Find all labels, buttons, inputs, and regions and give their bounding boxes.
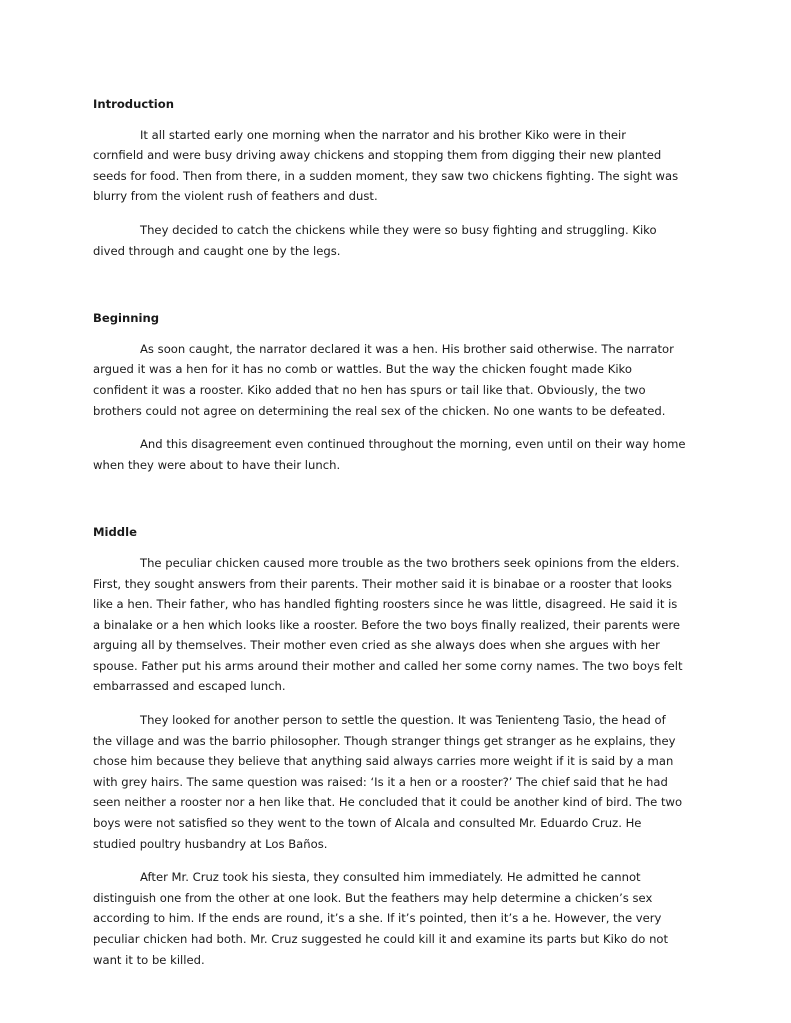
section-spacer	[93, 274, 699, 308]
section-middle	[93, 522, 699, 970]
paragraph: The peculiar chicken caused more trouble as the two brothers seek opinions from the elders. First, they sought answers from their parents. Their mother said it is binabae or a rooster that looks like a hen. Their father, who has handled fighting roosters since he was little, disagreed. He said it is a binalake or a hen which looks like a rooster. Before the two boys finally realized, their parents were arguing all by themselves. Their mother even cried as she always does when she argues with her spouse. Father put his arms around their mother and called her some corny names. The two boys felt embarrassed and escaped lunch.	[93, 555, 683, 694]
paragraph: And this disagreement even continued throughout the morning, even until on their way home when they were about to have their lunch.	[93, 437, 686, 472]
section-heading: Beginning	[93, 311, 160, 326]
section-heading: Middle	[93, 525, 137, 540]
section-spacer	[93, 488, 699, 522]
paragraph: They decided to catch the chickens while they were so busy fighting and struggling. Kiko dived through and caught one by the legs.	[93, 222, 657, 258]
paragraph: As soon caught, the narrator declared it was a hen. His brother said otherwise. The narrator argued it was a hen for it has no comb or wattles. But the way the chicken fought made Kiko confident it was a rooster. Kiko added that no hen has spurs or tail like that. Obviously, the two brothers could not agree on determining the real sex of the chicken. No one wants to be defeated.	[93, 341, 674, 418]
section-introduction	[93, 94, 699, 261]
section-beginning	[93, 308, 699, 475]
document-page	[93, 94, 699, 983]
paragraph: They looked for another person to settle the question. It was Tenienteng Tasio, the head of the village and was the barrio philosopher. Though stranger things get stranger as he explains, they chose him because they believe that anything said always carries more weight if it is said by a man with grey hairs. The same question was raised: ‘Is it a hen or a rooster?’ The chief said that he had seen neither a rooster nor a hen like that. He concluded that it could be another kind of bird. The two boys were not satisfied so they went to the town of Alcala and consulted Mr. Eduardo Cruz. He studied poultry husbandry at Los Baños.	[93, 713, 683, 851]
paragraph: After Mr. Cruz took his siesta, they consulted him immediately. He admitted he cannot distinguish one from the other at one look. But the feathers may help determine a chicken’s sex according to him. If the ends are round, it’s a she. If it’s pointed, then it’s a he. However, the very peculiar chicken had both. Mr. Cruz suggested he could kill it and examine its parts but Kiko do not want it to be killed.	[93, 870, 669, 967]
section-heading: Introduction	[93, 97, 174, 111]
paragraph: It all started early one morning when the narrator and his brother Kiko were in their cornfield and were busy driving away chickens and stopping them from digging their new planted seeds for food. Then from there, in a sudden moment, they saw two chickens fighting. The sight was blurry from the violent rush of feathers and dust.	[93, 127, 679, 204]
